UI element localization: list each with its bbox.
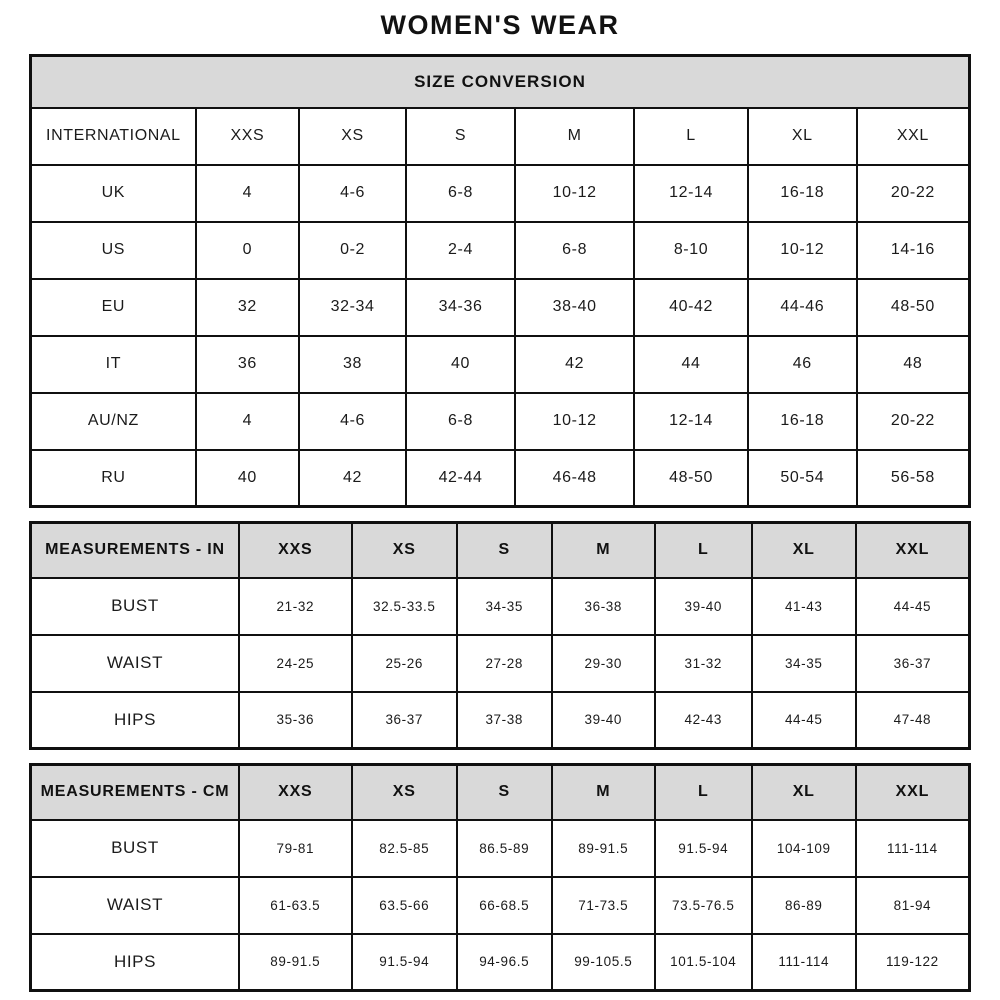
value-cell: 119-122 — [856, 934, 970, 991]
value-cell: 35-36 — [239, 692, 352, 749]
size-column-header: XS — [352, 765, 457, 820]
value-cell: 36 — [196, 336, 299, 393]
value-cell: 42-44 — [406, 450, 515, 507]
value-cell: 47-48 — [856, 692, 970, 749]
row-label: IT — [31, 336, 196, 393]
value-cell: 44-46 — [748, 279, 857, 336]
size-column-header: XL — [752, 765, 856, 820]
value-cell: 39-40 — [655, 578, 752, 635]
table-row — [31, 279, 970, 336]
value-cell: 56-58 — [857, 450, 970, 507]
value-cell: 38-40 — [515, 279, 634, 336]
value-cell: 63.5-66 — [352, 877, 457, 934]
value-cell: 44-45 — [752, 692, 856, 749]
row-label: WAIST — [31, 635, 239, 692]
table-row — [31, 336, 970, 393]
value-cell: 31-32 — [655, 635, 752, 692]
table-row — [31, 820, 970, 877]
value-cell: 34-35 — [457, 578, 552, 635]
size-column-header: L — [634, 108, 748, 165]
value-cell: 20-22 — [857, 393, 970, 450]
table-row — [31, 877, 970, 934]
table-row — [31, 692, 970, 749]
corner-header-cell: INTERNATIONAL — [31, 108, 196, 165]
value-cell: 25-26 — [352, 635, 457, 692]
size-column-header: S — [457, 765, 552, 820]
size-conversion-banner-row — [31, 56, 970, 108]
value-cell: 38 — [299, 336, 406, 393]
value-cell: 10-12 — [748, 222, 857, 279]
value-cell: 89-91.5 — [239, 934, 352, 991]
value-cell: 46 — [748, 336, 857, 393]
size-column-header: S — [457, 523, 552, 578]
value-cell: 6-8 — [406, 393, 515, 450]
size-column-header: M — [552, 523, 655, 578]
value-cell: 89-91.5 — [552, 820, 655, 877]
corner-header-cell: MEASUREMENTS - CM — [31, 765, 239, 820]
value-cell: 21-32 — [239, 578, 352, 635]
value-cell: 6-8 — [406, 165, 515, 222]
value-cell: 40-42 — [634, 279, 748, 336]
size-column-header: XS — [299, 108, 406, 165]
value-cell: 101.5-104 — [655, 934, 752, 991]
value-cell: 42 — [515, 336, 634, 393]
header-row — [31, 108, 970, 165]
value-cell: 44-45 — [856, 578, 970, 635]
row-label: HIPS — [31, 934, 239, 991]
row-label: UK — [31, 165, 196, 222]
value-cell: 10-12 — [515, 393, 634, 450]
value-cell: 91.5-94 — [655, 820, 752, 877]
value-cell: 16-18 — [748, 393, 857, 450]
size-column-header: XL — [748, 108, 857, 165]
value-cell: 0 — [196, 222, 299, 279]
value-cell: 111-114 — [856, 820, 970, 877]
size-column-header: M — [552, 765, 655, 820]
table-row — [31, 222, 970, 279]
value-cell: 42 — [299, 450, 406, 507]
row-label: EU — [31, 279, 196, 336]
value-cell: 0-2 — [299, 222, 406, 279]
value-cell: 32.5-33.5 — [352, 578, 457, 635]
value-cell: 36-38 — [552, 578, 655, 635]
table-row — [31, 393, 970, 450]
value-cell: 8-10 — [634, 222, 748, 279]
size-column-header: L — [655, 765, 752, 820]
table-row — [31, 450, 970, 507]
value-cell: 34-35 — [752, 635, 856, 692]
size-column-header: XXL — [856, 765, 970, 820]
row-label: BUST — [31, 820, 239, 877]
value-cell: 48-50 — [634, 450, 748, 507]
row-label: BUST — [31, 578, 239, 635]
value-cell: 4 — [196, 393, 299, 450]
table-row — [31, 578, 970, 635]
size-column-header: M — [515, 108, 634, 165]
row-label: HIPS — [31, 692, 239, 749]
value-cell: 32 — [196, 279, 299, 336]
value-cell: 48-50 — [857, 279, 970, 336]
size-column-header: XL — [752, 523, 856, 578]
size-column-header: XS — [352, 523, 457, 578]
row-label: AU/NZ — [31, 393, 196, 450]
size-column-header: L — [655, 523, 752, 578]
value-cell: 48 — [857, 336, 970, 393]
value-cell: 14-16 — [857, 222, 970, 279]
value-cell: 82.5-85 — [352, 820, 457, 877]
value-cell: 32-34 — [299, 279, 406, 336]
size-column-header: XXL — [857, 108, 970, 165]
value-cell: 104-109 — [752, 820, 856, 877]
size-conversion-banner: SIZE CONVERSION — [31, 56, 970, 108]
table-row — [31, 934, 970, 991]
value-cell: 44 — [634, 336, 748, 393]
value-cell: 10-12 — [515, 165, 634, 222]
value-cell: 12-14 — [634, 165, 748, 222]
value-cell: 2-4 — [406, 222, 515, 279]
value-cell: 27-28 — [457, 635, 552, 692]
value-cell: 61-63.5 — [239, 877, 352, 934]
header-row — [31, 765, 970, 820]
value-cell: 86.5-89 — [457, 820, 552, 877]
size-column-header: XXS — [196, 108, 299, 165]
value-cell: 81-94 — [856, 877, 970, 934]
value-cell: 41-43 — [752, 578, 856, 635]
value-cell: 40 — [196, 450, 299, 507]
value-cell: 91.5-94 — [352, 934, 457, 991]
size-conversion-table — [29, 54, 971, 508]
value-cell: 71-73.5 — [552, 877, 655, 934]
value-cell: 16-18 — [748, 165, 857, 222]
value-cell: 50-54 — [748, 450, 857, 507]
size-column-header: XXS — [239, 765, 352, 820]
measurements-in-table — [29, 521, 971, 750]
header-row — [31, 523, 970, 578]
value-cell: 24-25 — [239, 635, 352, 692]
value-cell: 46-48 — [515, 450, 634, 507]
value-cell: 66-68.5 — [457, 877, 552, 934]
value-cell: 20-22 — [857, 165, 970, 222]
size-chart-page — [29, 10, 971, 992]
value-cell: 12-14 — [634, 393, 748, 450]
table-row — [31, 635, 970, 692]
size-column-header: S — [406, 108, 515, 165]
value-cell: 39-40 — [552, 692, 655, 749]
measurements-cm-table — [29, 763, 971, 992]
value-cell: 4-6 — [299, 393, 406, 450]
page-title: WOMEN'S WEAR — [380, 10, 620, 40]
value-cell: 34-36 — [406, 279, 515, 336]
value-cell: 42-43 — [655, 692, 752, 749]
corner-header-cell: MEASUREMENTS - IN — [31, 523, 239, 578]
value-cell: 4-6 — [299, 165, 406, 222]
value-cell: 86-89 — [752, 877, 856, 934]
value-cell: 29-30 — [552, 635, 655, 692]
size-column-header: XXS — [239, 523, 352, 578]
value-cell: 79-81 — [239, 820, 352, 877]
value-cell: 4 — [196, 165, 299, 222]
value-cell: 73.5-76.5 — [655, 877, 752, 934]
value-cell: 40 — [406, 336, 515, 393]
table-row — [31, 165, 970, 222]
value-cell: 36-37 — [856, 635, 970, 692]
value-cell: 99-105.5 — [552, 934, 655, 991]
value-cell: 37-38 — [457, 692, 552, 749]
value-cell: 36-37 — [352, 692, 457, 749]
value-cell: 94-96.5 — [457, 934, 552, 991]
value-cell: 111-114 — [752, 934, 856, 991]
row-label: RU — [31, 450, 196, 507]
row-label: US — [31, 222, 196, 279]
row-label: WAIST — [31, 877, 239, 934]
value-cell: 6-8 — [515, 222, 634, 279]
size-column-header: XXL — [856, 523, 970, 578]
